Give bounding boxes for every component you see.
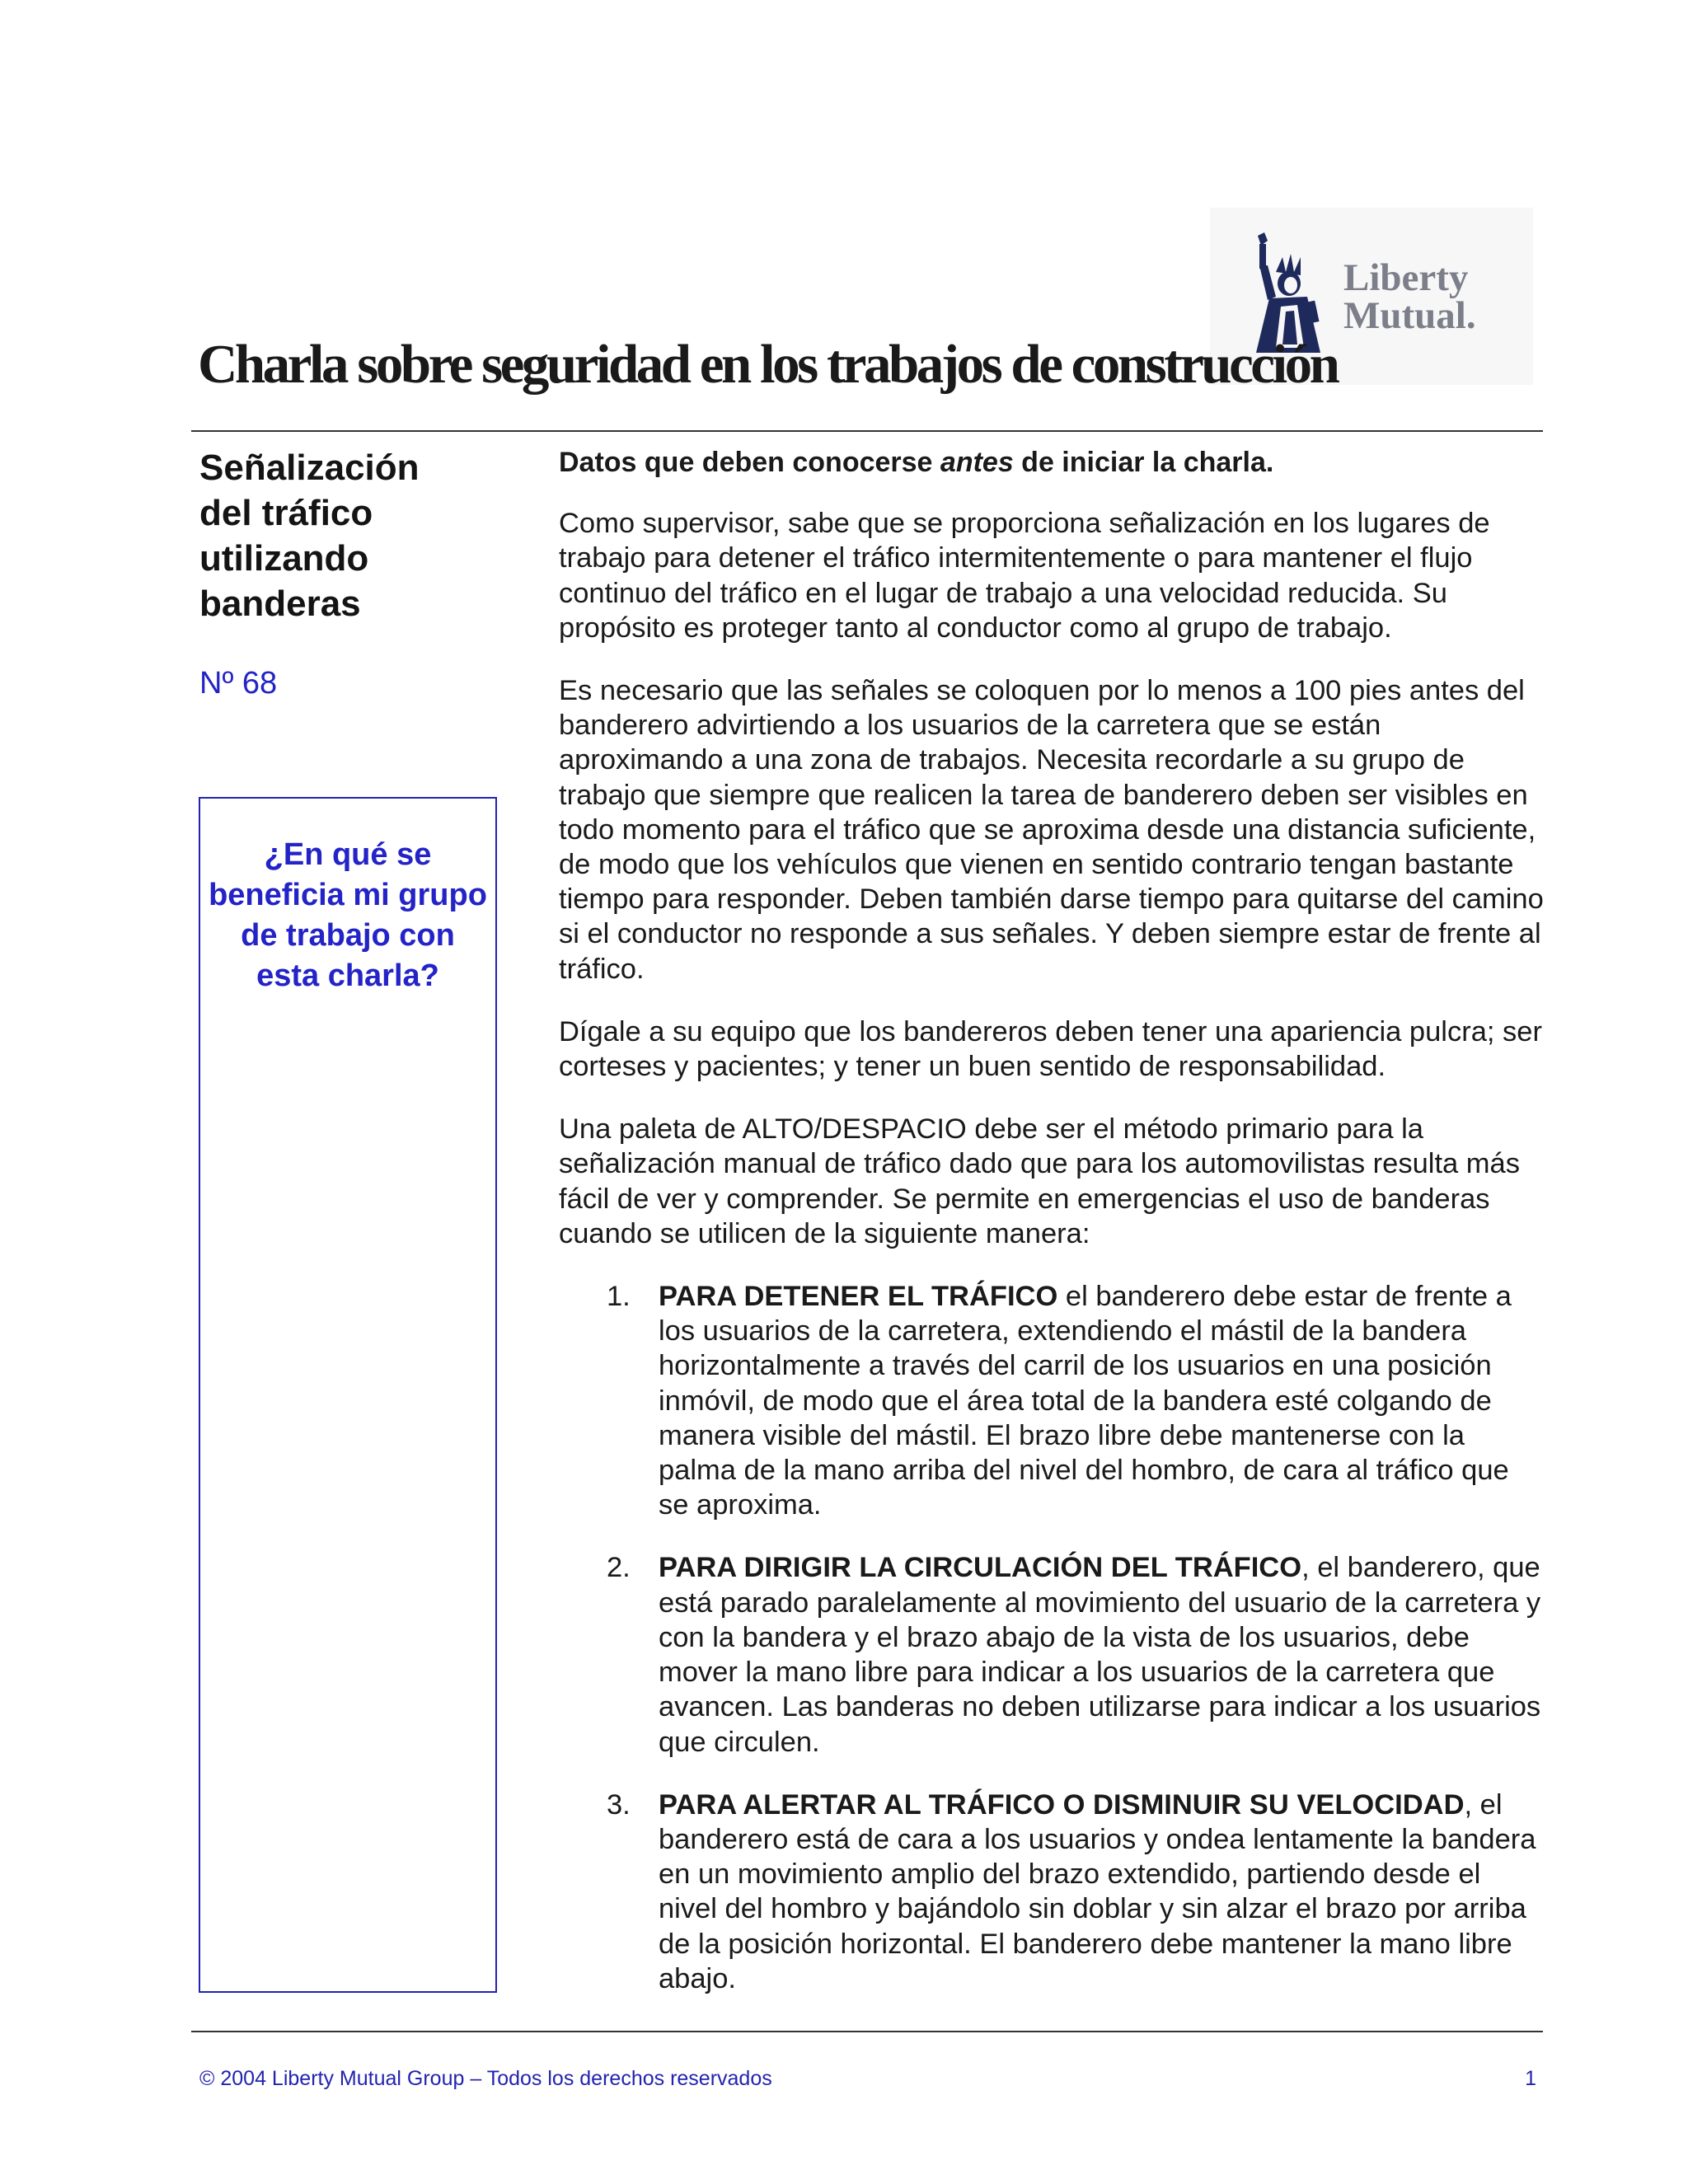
logo-line-1: Liberty — [1343, 256, 1469, 299]
page-number: 1 — [1525, 2067, 1536, 2090]
list-number: 2. — [607, 1552, 631, 1584]
list-item — [559, 1788, 1545, 1996]
logo-wordmark — [1343, 256, 1476, 337]
page-title: Charla sobre seguridad en los trabajos de construcción — [198, 334, 1338, 395]
bottom-divider — [191, 2031, 1543, 2032]
list-number: 3. — [607, 1788, 631, 1821]
list-item-text: el banderero debe estar de frente a los usuarios de la carretera, extendiendo el mástil de la bandera horizontalmente a través del carril de los usuarios en una posición inmóvil, de modo que el área total de la bandera esté colgando de manera visible del mástil. El brazo libre debe mantenerse con la palma de la mano arriba del nivel del hombro, de cara al tráfico que se aproxima. — [659, 1281, 1512, 1521]
paragraph-team: Dígale a su equipo que los bandereros deben tener una apariencia pulcra; ser corteses y pacientes; y tener un buen sentido de responsabilidad. — [559, 1015, 1542, 1083]
talk-number: Nº 68 — [199, 666, 278, 701]
list-item-text: , el banderero, que está parado paralelamente al movimiento del usuario de la carretera y con la bandera y el brazo abajo de la vista de los usuarios, debe mover la mano libre para indicar a los usuarios de la carretera que avancen. Las banderas no deben utilizarse para indicar a los usuarios que circulen. — [659, 1552, 1541, 1758]
intro-prefix: Datos que deben conocerse — [559, 447, 940, 478]
list-item — [559, 1550, 1545, 1759]
intro-emphasis: antes — [940, 447, 1014, 478]
list-item-heading: PARA DIRIGIR LA CIRCULACIÓN DEL TRÁFICO — [659, 1552, 1302, 1584]
list-number: 1. — [607, 1281, 631, 1313]
list-item-heading: PARA ALERTAR AL TRÁFICO O DISMINUIR SU VELOCIDAD — [659, 1788, 1465, 1821]
topic-title: Señalización del tráfico utilizando banderas — [199, 448, 420, 624]
top-divider — [191, 430, 1543, 432]
footer — [199, 2067, 1541, 2091]
list-item — [559, 1279, 1545, 1522]
intro-heading — [559, 445, 1545, 480]
list-item-heading: PARA DETENER EL TRÁFICO — [659, 1281, 1058, 1313]
copyright-text: © 2004 Liberty Mutual Group – Todos los derechos reservados — [199, 2067, 772, 2090]
list-item-text: , el banderero está de cara a los usuarios y ondea lentamente la bandera en un movimiento amplio del brazo extendido, partiendo desde el nivel del hombro y bajándolo sin doblar y sin alzar el brazo por arriba de la posición horizontal. El banderero debe mantener la mano libre abajo. — [659, 1788, 1536, 1994]
paragraph-paddle: Una paleta de ALTO/DESPACIO debe ser el método primario para la señalización manual de tráfico dado que para los automovilistas resulta más fácil de ver y comprender. Se permite en emergencias el uso de banderas cuando se utilicen de la siguiente manera: — [559, 1113, 1520, 1249]
paragraph-supervisor: Como supervisor, sabe que se proporciona señalización en los lugares de trabajo para detener el tráfico intermitentemente o para mantener el flujo continuo del tráfico en el lugar de trabajo a una velocidad reducida. Su propósito es proteger tanto al conductor como al grupo de trabajo. — [559, 508, 1490, 644]
benefit-question: ¿En qué se beneficia mi grupo de trabajo con esta charla? — [209, 837, 487, 993]
paragraph-signs: Es necesario que las señales se coloquen por lo menos a 100 pies antes del banderero advirtiendo a los usuarios de la carretera que se están aproximando a una zona de trabajos. Necesita recordarle a su grupo de trabajo que siempre que realicen la tarea de banderero deben ser visibles en todo momento para el tráfico que se aproxima desde una distancia suficiente, de modo que los vehículos que vienen en sentido contrario tengan bastante tiempo para responder. Deben también darse tiempo para quitarse del camino si el conductor no responde a sus señales. Y deben siempre estar de frente al tráfico. — [559, 675, 1544, 985]
benefit-box — [199, 797, 497, 1993]
main-content — [559, 445, 1545, 2024]
flag-procedures-list — [559, 1279, 1545, 1996]
logo-line-2: Mutual. — [1343, 294, 1476, 337]
intro-suffix: de iniciar la charla. — [1013, 447, 1274, 478]
